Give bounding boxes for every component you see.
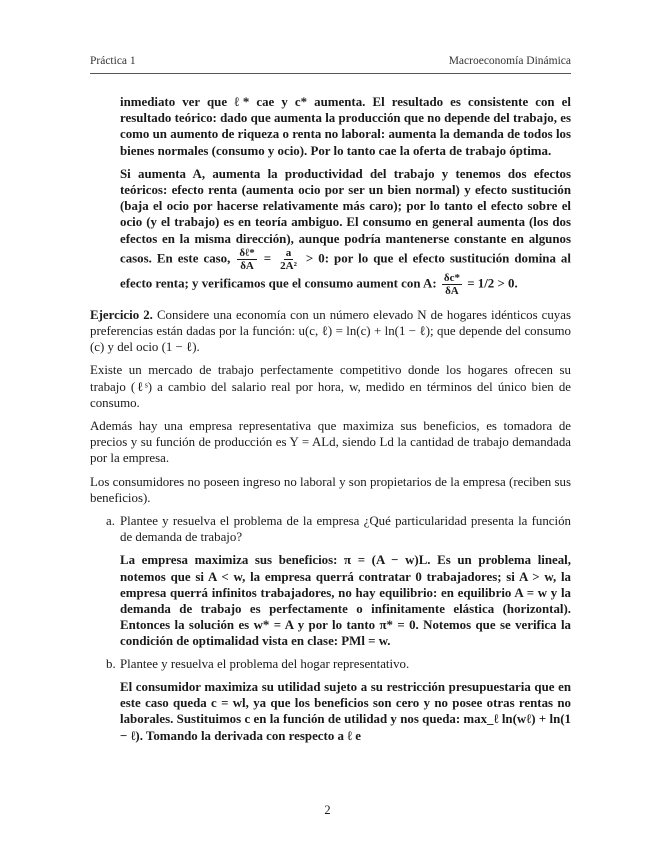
item-b — [90, 656, 571, 744]
fraction-dc-dA: $\frac{\delta c*}{\delta A}$ — [443, 271, 460, 297]
header-right: Macroeconomía Dinámica — [448, 55, 571, 67]
item-answer: La empresa maximiza sus beneficios: π = (A − w)L. Es un problema lineal, notemos que si A < w, la empresa querrá contratar 0 trabajadores; si A > w, la empresa querrá infinitos trabajadores, no hay equilibrio: en equilibrio A = w y la demanda de trabajo es perfectamente o infinitamente elástica (horizontal). Entonces la solución es w* = A y por lo tanto π* = 0. Notemos que se verifica la condición de optimalidad vista en clase: PMl = w. — [120, 553, 571, 649]
exercise-income: Los consumidores no poseen ingreso no laboral y son propietarios de la empresa (reciben sus beneficios). — [90, 474, 571, 505]
item-question: Plantee y resuelva el problema del hogar representativo. — [120, 656, 410, 671]
item-question: Plantee y resuelva el problema de la empresa ¿Qué particularidad presenta la función de demanda de trabajo? — [120, 514, 571, 545]
exercise-intro: Ejercicio 2. Considere una economía con un número elevado N de hogares idénticos cuyas preferencias están dadas por la función: u(c, ℓ) = ln(c) + ln(1 − ℓ); que depende del consumo (c) y del ocio (1 − ℓ). — [90, 307, 571, 355]
item-label: a. — [106, 514, 115, 529]
item-a — [90, 513, 571, 650]
answer-paragraph-2: Si aumenta A, aumenta la productividad del trabajo y tenemos dos efectos teóricos: efecto renta (aumenta ocio por ser un bien normal) y efecto sustitución (baja el ocio por hacerse relativamente más caro); por lo tanto el efecto sobre el ocio (y el trabajo) es en teoría ambiguo. El consumo en general aumenta (los dos efectos en la misma dirección), aunque podría mantenerse constante en algunos casos. En este caso, $\frac{\text{δℓ*}}{\delta A}$ = $\frac{a}{\text{2A²}}$ > 0: por lo que el efecto sustitución domina al efecto renta; y verificamos que el consumo aument con A: $\frac{\delta c*}{\delta A}$ = 1/2 > 0. — [120, 166, 571, 297]
exercise-title: Ejercicio 2. — [90, 307, 153, 322]
page-number: 2 — [324, 803, 331, 817]
answer-paragraph-1: inmediato ver que ℓ* cae y c* aumenta. El resultado es consistente con el resultado teórico: dado que aumenta la producción que no depende del trabajo, es como un aumento de riqueza o renta no laboral: aumenta la demanda de todos los bienes normales (consumo y ocio). Por lo tanto cae la oferta de trabajo óptima. — [120, 95, 571, 158]
item-answer: El consumidor maximiza su utilidad sujeto a su restricción presupuestaria que en este caso queda c = wl, ya que los beneficios son cero y no posee otras rentas no laborales. Sustituimos c en la función de utilidad y nos queda: max_ℓ ln(wℓ) + ln(1 − ℓ). Tomando la derivada con respecto a ℓ e — [120, 679, 571, 743]
header-rule — [90, 73, 571, 74]
header-left: Práctica 1 — [90, 55, 136, 67]
running-header — [90, 55, 571, 67]
exercise-labor-market: Existe un mercado de trabajo perfectamente competitivo donde los hogares ofrecen su trabajo (ℓˢ) a cambio del salario real por hora, w, medido en términos del único bien de consumo. — [90, 363, 571, 410]
fraction-a-2A2: $\frac{a}{\text{2A²}}$ — [280, 246, 297, 272]
previous-answer — [90, 94, 571, 297]
exercise-firm: Además hay una empresa representativa que maximiza sus beneficios, es tomadora de precios y su función de producción es Y = ALd, siendo Ld la cantidad de trabajo demandada por la empresa. — [90, 419, 571, 466]
page-body — [90, 94, 571, 744]
fraction-dl-dA: $\frac{\text{δℓ*}}{\delta A}$ — [239, 246, 255, 272]
item-label: b. — [106, 656, 116, 671]
